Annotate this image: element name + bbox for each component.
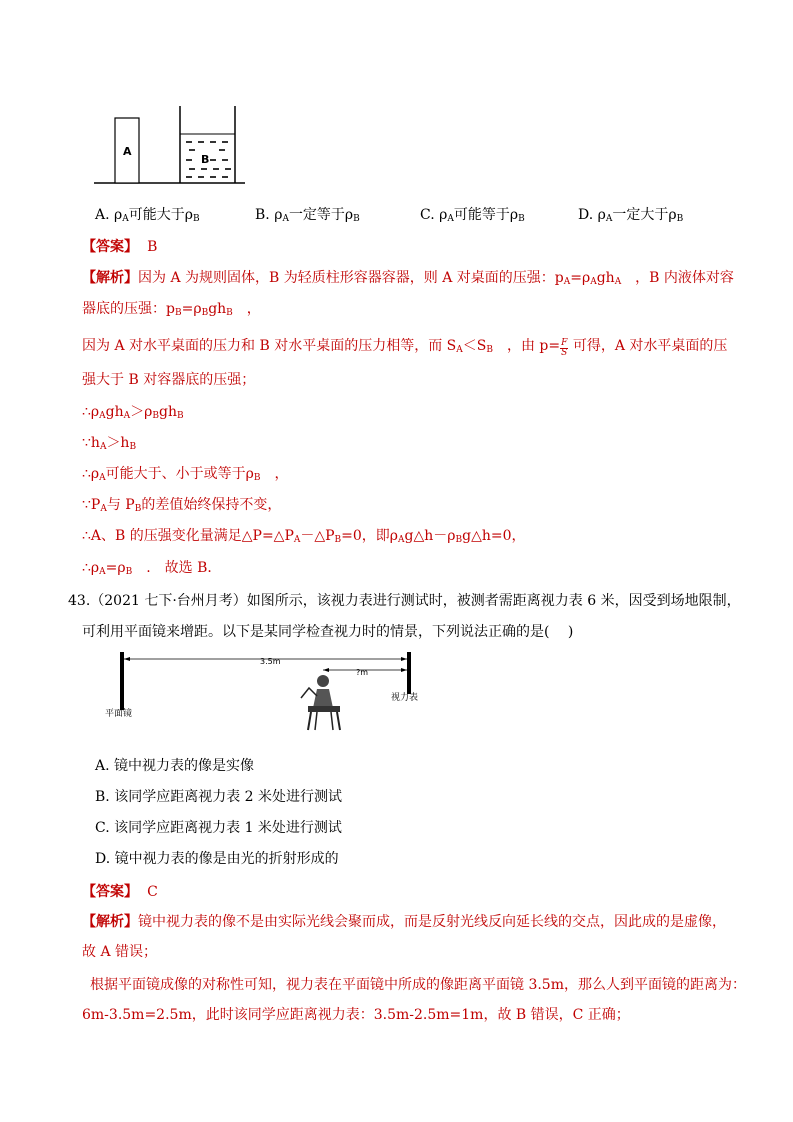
q43-option-d: D. 镜中视力表的像是由光的折射形成的: [95, 851, 339, 867]
figure-eye-test-mirror: [103, 648, 443, 740]
block-a-label: A: [123, 145, 132, 158]
answer-line-42: [82, 236, 157, 257]
analysis-line-3: 因为 A 对水平桌面的压力和 B 对水平桌面的压力相等，而 $S_A<S_B$ ，由 p= $\frac{F}{S}$ 可得，A 对水平桌面的压: [82, 338, 728, 358]
q43-analysis-line-3: 根据平面镜成像的对称性可知，视力表在平面镜中所成的像距离平面镜 3.5m，那么人到平面镜的距离为：: [90, 977, 746, 993]
distance-unknown-label: ?m: [356, 668, 369, 677]
q43-option-b: B. 该同学应距离视力表 2 米处进行测试: [95, 789, 342, 805]
answer-value-43: C: [147, 884, 158, 900]
chart-label: 视力表: [391, 693, 419, 703]
figure-block-and-container: [90, 104, 250, 190]
analysis-line-4: 强大于 B 对容器底的压强；: [82, 372, 256, 388]
distance-total-label: 3.5m: [260, 657, 281, 666]
container-b-label: B: [201, 153, 210, 166]
analysis-line-5: $\therefore\rho_Agh_A>\rho_Bgh_B$: [82, 404, 184, 421]
q43-option-a: A. 镜中视力表的像是实像: [95, 758, 255, 774]
fraction-f-over-s: $\frac{F}{S}$: [561, 338, 568, 358]
analysis-line-9: ∴A、B 的压强变化量满足$\triangle P=\triangle P_A-\triangle P_B=0$，即$\rho_Ag\triangle h-\rho_Bg\triangle h=0$，: [82, 528, 526, 545]
question-43-stem-2: 可利用平面镜来增距。以下是某同学检查视力时的情景，下列说法正确的是( ): [82, 624, 574, 640]
answer-tag: 【答案】: [82, 239, 138, 255]
option-c: C. $\rho_A$可能等于$\rho_B$: [420, 207, 525, 224]
answer-line-43: 【答案】 C: [82, 884, 158, 900]
analysis-line-1: 【解析】因为 A 为规则固体，B 为轻质柱形容器容器，则 A 对桌面的压强：$p_A=\rho_Agh_A$ ，B 内液体对容: [82, 270, 734, 287]
q43-analysis-line-4: 6m-3.5m=2.5m，此时该同学应距离视力表：3.5m-2.5m=1m，故 B 错误，C 正确；: [82, 1007, 630, 1023]
answer-value: B: [147, 239, 158, 255]
q43-option-c: C. 该同学应距离视力表 1 米处进行测试: [95, 820, 342, 836]
analysis-line-8: $\because P_A$与 $P_B$的差值始终保持不变，: [82, 497, 282, 514]
q43-analysis-line-1: 【解析】镜中视力表的像不是由实际光线会聚而成，而是反射光线反向延长线的交点，因此成的是虚像，: [82, 914, 726, 930]
question-43-stem-1: 43.（2021 七下·台州月考）如图所示，该视力表进行测试时，被测者需距离视力表 6 米，因受到场地限制，: [68, 593, 741, 609]
analysis-line-7: $\therefore\rho_A$可能大于、小于或等于$\rho_B$ ，: [82, 466, 289, 483]
mirror-label: 平面镜: [105, 709, 133, 719]
analysis-line-6: $\because h_A>h_B$: [82, 435, 137, 452]
q43-analysis-line-2: 故 A 错误；: [82, 944, 158, 960]
analysis-line-10: $\therefore\rho_A=\rho_B$ . 故选 B．: [82, 560, 222, 577]
option-d: D. $\rho_A$一定大于$\rho_B$: [578, 207, 684, 224]
option-b: B. $\rho_A$一定等于$\rho_B$: [255, 207, 360, 224]
option-a: A. $\rho_A$可能大于$\rho_B$: [95, 207, 200, 224]
analysis-line-2: 器底的压强：$p_B=\rho_Bgh_B$ ，: [82, 301, 261, 318]
